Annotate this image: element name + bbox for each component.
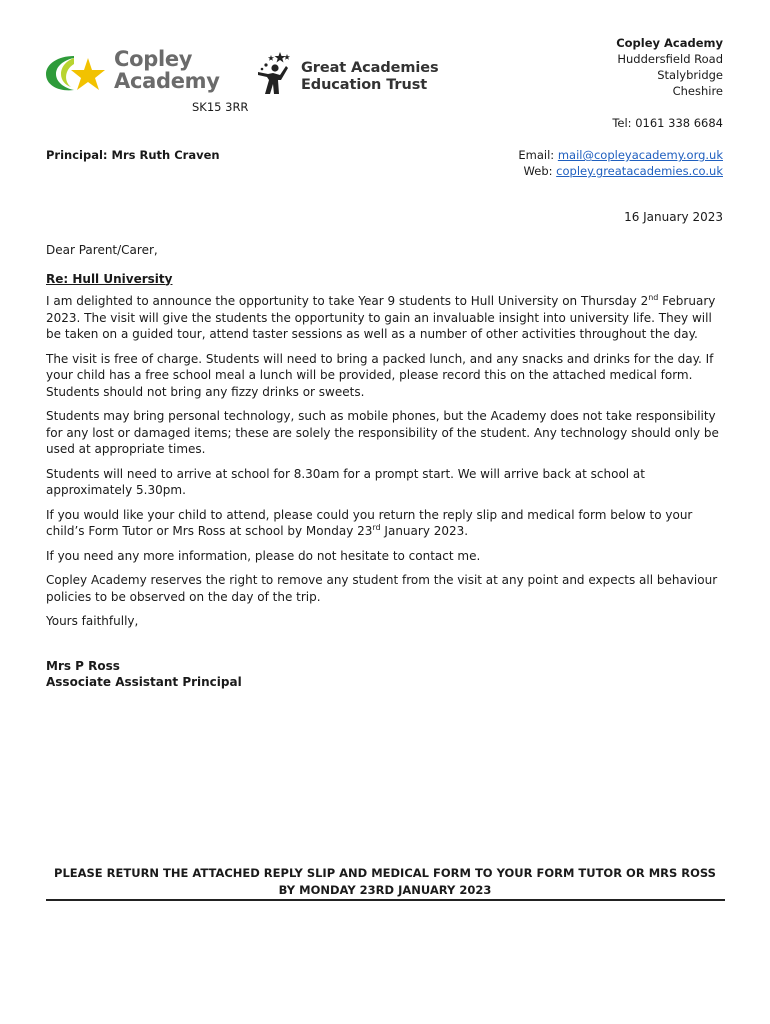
return-instruction: PLEASE RETURN THE ATTACHED REPLY SLIP AND MEDICAL FORM TO YOUR FORM TUTOR OR MRS ROSS BY MONDAY 23RD JANUARY 2023 bbox=[54, 866, 716, 897]
web-link[interactable]: copley.greatacademies.co.uk bbox=[556, 164, 723, 178]
letter-body bbox=[46, 242, 726, 691]
paragraph-3: Students may bring personal technology, such as mobile phones, but the Academy does not take responsibility for any lost or damaged items; these are solely the responsibility of the student. Any technology should only be used at appropriate times. bbox=[46, 409, 719, 456]
address-line-1: Huddersfield Road bbox=[617, 52, 723, 66]
paragraph-5 bbox=[46, 507, 726, 540]
school-address bbox=[616, 35, 723, 99]
figure-with-stars-icon bbox=[254, 50, 290, 96]
copley-wordmark-line2: Academy bbox=[114, 69, 220, 93]
email-link[interactable]: mail@copleyacademy.org.uk bbox=[557, 148, 723, 162]
email-label: Email: bbox=[518, 148, 558, 162]
paragraph-1-sup: nd bbox=[648, 293, 659, 302]
paragraph-1-a: I am delighted to announce the opportunity to take Year 9 students to Hull University on Thursday 2 bbox=[46, 294, 649, 308]
salutation: Dear Parent/Carer, bbox=[46, 243, 158, 257]
great-academies-logo bbox=[254, 50, 444, 96]
paragraph-5-sup: rd bbox=[372, 523, 381, 532]
letter-date: 16 January 2023 bbox=[624, 210, 723, 224]
web-label: Web: bbox=[523, 164, 557, 178]
web-line bbox=[518, 163, 723, 179]
great-academies-line1: Great Academies bbox=[301, 60, 439, 76]
paragraph-2: The visit is free of charge. Students will need to bring a packed lunch, and any snacks and drinks for the day. If your child has a free school meal a lunch will be provided, please record this on the attached medical form. Students should not bring any fizzy drinks or sweets. bbox=[46, 351, 714, 399]
sign-off: Yours faithfully, bbox=[46, 614, 139, 628]
telephone: Tel: 0161 338 6684 bbox=[612, 116, 723, 130]
paragraph-6: If you need any more information, please do not hesitate to contact me. bbox=[46, 548, 481, 563]
school-name: Copley Academy bbox=[616, 36, 723, 50]
copley-swoosh-icon bbox=[44, 52, 108, 94]
subject-line: Re: Hull University bbox=[46, 271, 173, 286]
signatory-title: Associate Assistant Principal bbox=[46, 675, 242, 689]
copley-academy-logo bbox=[44, 47, 224, 96]
footer-divider bbox=[46, 899, 725, 901]
address-line-3: Cheshire bbox=[672, 84, 723, 98]
paragraph-7: Copley Academy reserves the right to remove any student from the visit at any point and expects all behaviour policies to be observed on the day of the trip. bbox=[46, 573, 718, 604]
copley-wordmark bbox=[114, 48, 220, 92]
postcode: SK15 3RR bbox=[192, 100, 249, 114]
contact-details bbox=[518, 147, 723, 179]
paragraph-1 bbox=[46, 293, 726, 343]
paragraph-5-b: January 2023. bbox=[380, 524, 469, 538]
principal-name: Principal: Mrs Ruth Craven bbox=[46, 148, 220, 162]
paragraph-5-a: If you would like your child to attend, please could you return the reply slip and medical form below to your child’s Form Tutor or Mrs Ross at school by Monday 23 bbox=[46, 507, 693, 538]
signatory-name: Mrs P Ross bbox=[46, 658, 120, 673]
copley-wordmark-line1: Copley bbox=[114, 47, 193, 71]
paragraph-1-b: February 2023. The visit will give the students the opportunity to gain an invaluable insight into university life. They will be taken on a guided tour, attend taster sessions as well as a number of other activities throughout the day. bbox=[46, 294, 716, 341]
great-academies-wordmark bbox=[301, 60, 439, 94]
great-academies-line2: Education Trust bbox=[301, 77, 428, 93]
address-line-2: Stalybridge bbox=[657, 68, 723, 82]
email-line bbox=[518, 147, 723, 163]
paragraph-4: Students will need to arrive at school for 8.30am for a prompt start. We will arrive back at school at approximately 5.30pm. bbox=[46, 466, 645, 497]
